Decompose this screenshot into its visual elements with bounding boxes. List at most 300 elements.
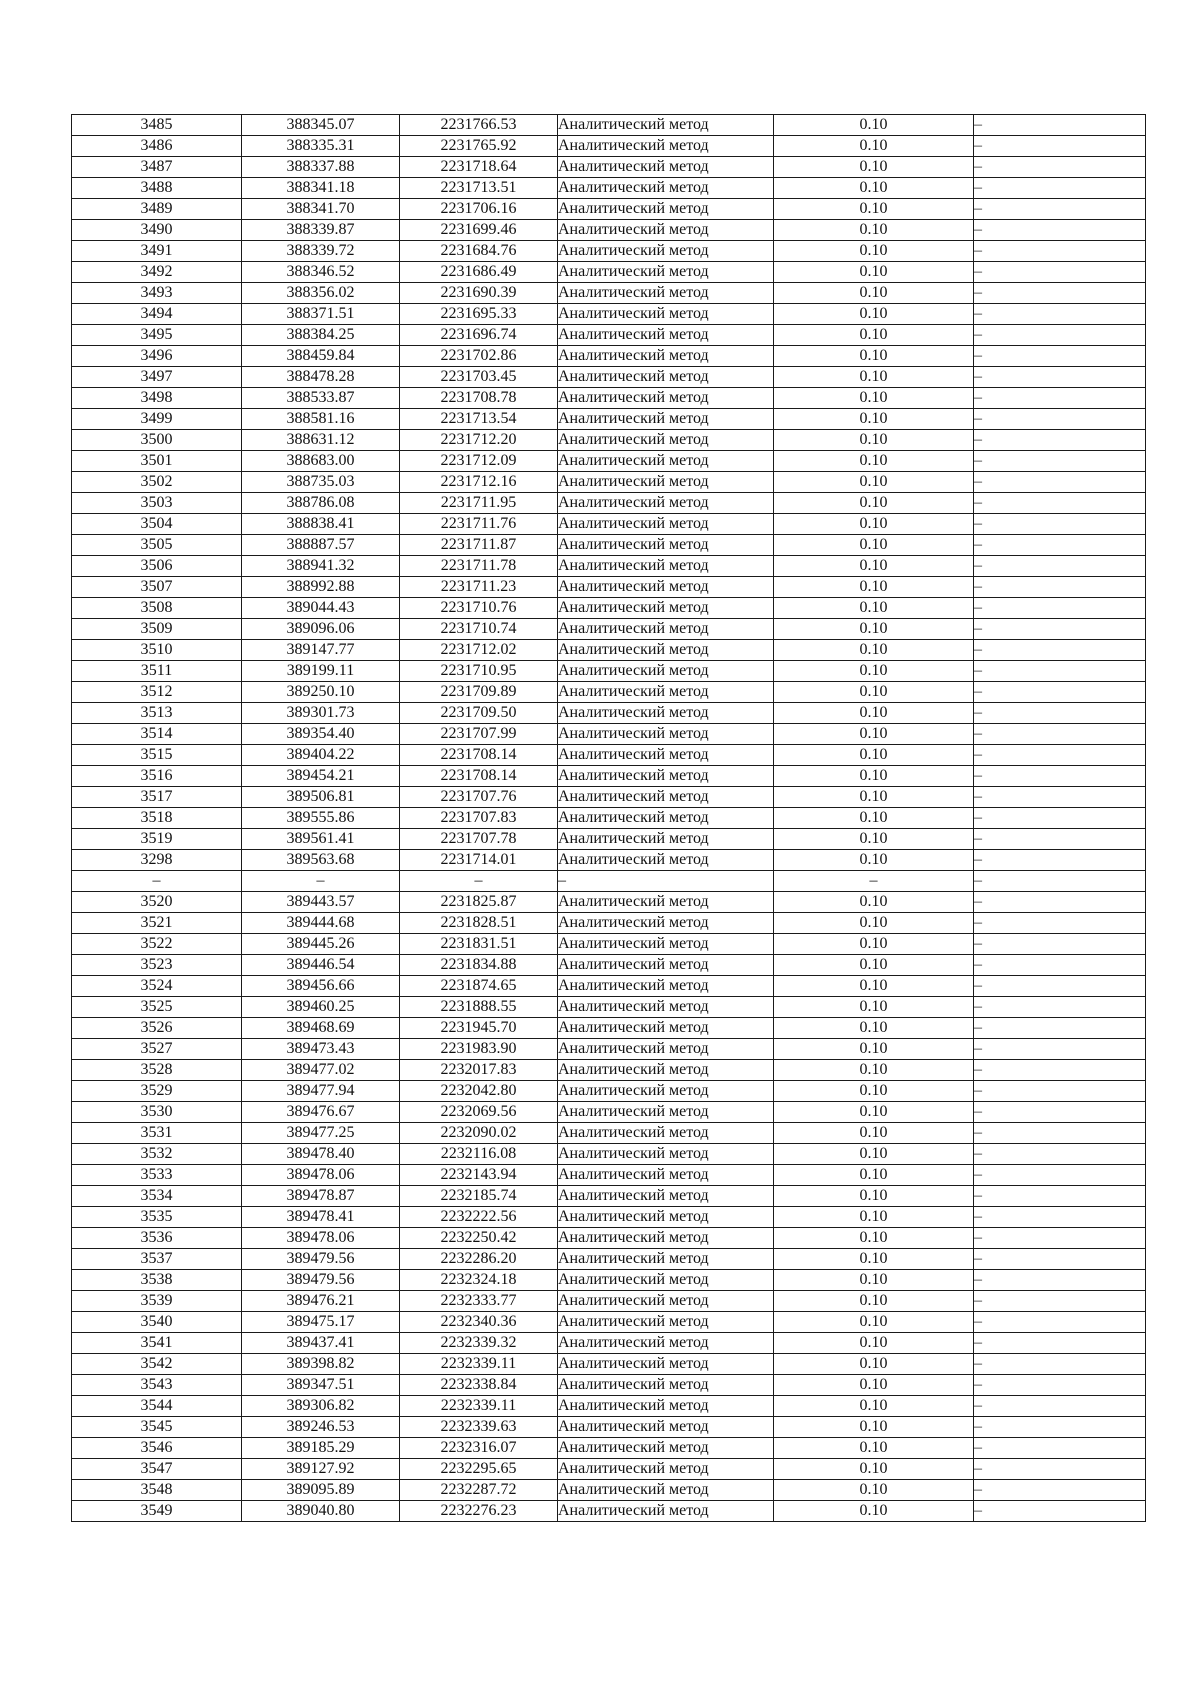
point-number-cell: 3543 [72, 1375, 242, 1396]
point-number-cell: 3541 [72, 1333, 242, 1354]
y-coordinate-cell: 2231825.87 [400, 892, 558, 913]
point-number-cell: 3503 [72, 493, 242, 514]
table-row [72, 262, 1146, 283]
method-cell: Аналитический метод [558, 1186, 774, 1207]
accuracy-cell: 0.10 [774, 1165, 974, 1186]
point-number-cell: 3507 [72, 577, 242, 598]
point-number-cell: 3528 [72, 1060, 242, 1081]
table-row [72, 1228, 1146, 1249]
table-row [72, 808, 1146, 829]
extra-cell: – [974, 703, 1146, 724]
table-row [72, 997, 1146, 1018]
table-row [72, 913, 1146, 934]
point-number-cell: 3496 [72, 346, 242, 367]
extra-cell: – [974, 283, 1146, 304]
table-row [72, 1354, 1146, 1375]
table-row [72, 745, 1146, 766]
y-coordinate-cell: 2231710.76 [400, 598, 558, 619]
accuracy-cell: 0.10 [774, 451, 974, 472]
method-cell: Аналитический метод [558, 241, 774, 262]
accuracy-cell: 0.10 [774, 640, 974, 661]
accuracy-cell: 0.10 [774, 955, 974, 976]
x-coordinate-cell: 388838.41 [242, 514, 400, 535]
extra-cell: – [974, 1480, 1146, 1501]
x-coordinate-cell: 389506.81 [242, 787, 400, 808]
y-coordinate-cell: 2231945.70 [400, 1018, 558, 1039]
method-cell: Аналитический метод [558, 1291, 774, 1312]
extra-cell: – [974, 1354, 1146, 1375]
table-row [72, 703, 1146, 724]
table-row [72, 199, 1146, 220]
method-cell: Аналитический метод [558, 1060, 774, 1081]
y-coordinate-cell: 2231834.88 [400, 955, 558, 976]
x-coordinate-cell: 388341.70 [242, 199, 400, 220]
x-coordinate-cell: 389476.67 [242, 1102, 400, 1123]
table-row [72, 1102, 1146, 1123]
table-row [72, 451, 1146, 472]
table-row [72, 325, 1146, 346]
method-cell: Аналитический метод [558, 1249, 774, 1270]
x-coordinate-cell: 388478.28 [242, 367, 400, 388]
x-coordinate-cell: 389473.43 [242, 1039, 400, 1060]
point-number-cell: 3513 [72, 703, 242, 724]
y-coordinate-cell: 2231713.54 [400, 409, 558, 430]
y-coordinate-cell: 2232042.80 [400, 1081, 558, 1102]
x-coordinate-cell: 389301.73 [242, 703, 400, 724]
accuracy-cell: 0.10 [774, 745, 974, 766]
method-cell: Аналитический метод [558, 913, 774, 934]
accuracy-cell: 0.10 [774, 262, 974, 283]
extra-cell: – [974, 136, 1146, 157]
extra-cell: – [974, 850, 1146, 871]
table-row [72, 640, 1146, 661]
table-row [72, 157, 1146, 178]
method-cell: Аналитический метод [558, 178, 774, 199]
x-coordinate-cell: 388786.08 [242, 493, 400, 514]
x-coordinate-cell: 389250.10 [242, 682, 400, 703]
coordinates-table [71, 114, 1146, 1522]
method-cell: Аналитический метод [558, 1501, 774, 1522]
extra-cell: – [974, 1081, 1146, 1102]
point-number-cell: 3529 [72, 1081, 242, 1102]
accuracy-cell: 0.10 [774, 1060, 974, 1081]
x-coordinate-cell: 388345.07 [242, 115, 400, 136]
table-row [72, 1186, 1146, 1207]
method-cell: Аналитический метод [558, 1270, 774, 1291]
method-cell: Аналитический метод [558, 1480, 774, 1501]
x-coordinate-cell: 388341.18 [242, 178, 400, 199]
table-row [72, 661, 1146, 682]
x-coordinate-cell: 389456.66 [242, 976, 400, 997]
point-number-cell: 3501 [72, 451, 242, 472]
table-row [72, 934, 1146, 955]
method-cell: Аналитический метод [558, 1396, 774, 1417]
method-cell: Аналитический метод [558, 451, 774, 472]
point-number-cell: 3525 [72, 997, 242, 1018]
accuracy-cell: 0.10 [774, 1207, 974, 1228]
x-coordinate-cell: 389563.68 [242, 850, 400, 871]
point-number-cell: 3512 [72, 682, 242, 703]
accuracy-cell: 0.10 [774, 724, 974, 745]
table-row [72, 1249, 1146, 1270]
x-coordinate-cell: 389040.80 [242, 1501, 400, 1522]
method-cell: Аналитический метод [558, 577, 774, 598]
point-number-cell: 3522 [72, 934, 242, 955]
accuracy-cell: 0.10 [774, 1186, 974, 1207]
table-row [72, 115, 1146, 136]
y-coordinate-cell: 2232339.63 [400, 1417, 558, 1438]
extra-cell: – [974, 1375, 1146, 1396]
point-number-cell: 3497 [72, 367, 242, 388]
accuracy-cell: 0.10 [774, 430, 974, 451]
x-coordinate-cell: 389444.68 [242, 913, 400, 934]
x-coordinate-cell: 389478.41 [242, 1207, 400, 1228]
y-coordinate-cell: 2231710.95 [400, 661, 558, 682]
y-coordinate-cell: – [400, 871, 558, 892]
y-coordinate-cell: 2231718.64 [400, 157, 558, 178]
x-coordinate-cell: 389475.17 [242, 1312, 400, 1333]
method-cell: Аналитический метод [558, 892, 774, 913]
point-number-cell: 3524 [72, 976, 242, 997]
table-row [72, 1375, 1146, 1396]
accuracy-cell: 0.10 [774, 1039, 974, 1060]
accuracy-cell: 0.10 [774, 157, 974, 178]
y-coordinate-cell: 2231983.90 [400, 1039, 558, 1060]
y-coordinate-cell: 2231765.92 [400, 136, 558, 157]
extra-cell: – [974, 199, 1146, 220]
x-coordinate-cell: 388631.12 [242, 430, 400, 451]
y-coordinate-cell: 2232339.11 [400, 1354, 558, 1375]
method-cell: Аналитический метод [558, 367, 774, 388]
accuracy-cell: 0.10 [774, 1144, 974, 1165]
table-row [72, 388, 1146, 409]
extra-cell: – [974, 724, 1146, 745]
point-number-cell: 3499 [72, 409, 242, 430]
x-coordinate-cell: 389555.86 [242, 808, 400, 829]
method-cell: Аналитический метод [558, 220, 774, 241]
extra-cell: – [974, 661, 1146, 682]
table-row [72, 493, 1146, 514]
method-cell: Аналитический метод [558, 787, 774, 808]
extra-cell: – [974, 1312, 1146, 1333]
extra-cell: – [974, 976, 1146, 997]
method-cell: Аналитический метод [558, 703, 774, 724]
x-coordinate-cell: 388459.84 [242, 346, 400, 367]
table-row [72, 514, 1146, 535]
y-coordinate-cell: 2231888.55 [400, 997, 558, 1018]
accuracy-cell: 0.10 [774, 787, 974, 808]
extra-cell: – [974, 262, 1146, 283]
accuracy-cell: 0.10 [774, 913, 974, 934]
table-row [72, 241, 1146, 262]
x-coordinate-cell: 389477.02 [242, 1060, 400, 1081]
point-number-cell: 3534 [72, 1186, 242, 1207]
y-coordinate-cell: 2231712.02 [400, 640, 558, 661]
method-cell: Аналитический метод [558, 808, 774, 829]
method-cell: Аналитический метод [558, 724, 774, 745]
x-coordinate-cell: 389185.29 [242, 1438, 400, 1459]
table-row [72, 1018, 1146, 1039]
method-cell: Аналитический метод [558, 556, 774, 577]
method-cell: Аналитический метод [558, 829, 774, 850]
extra-cell: – [974, 934, 1146, 955]
y-coordinate-cell: 2231712.09 [400, 451, 558, 472]
extra-cell: – [974, 409, 1146, 430]
y-coordinate-cell: 2232185.74 [400, 1186, 558, 1207]
method-cell: Аналитический метод [558, 493, 774, 514]
x-coordinate-cell: 389044.43 [242, 598, 400, 619]
method-cell: Аналитический метод [558, 1207, 774, 1228]
y-coordinate-cell: 2231707.83 [400, 808, 558, 829]
point-number-cell: 3546 [72, 1438, 242, 1459]
extra-cell: – [974, 304, 1146, 325]
extra-cell: – [974, 829, 1146, 850]
point-number-cell: 3527 [72, 1039, 242, 1060]
extra-cell: – [974, 535, 1146, 556]
y-coordinate-cell: 2231699.46 [400, 220, 558, 241]
accuracy-cell: 0.10 [774, 619, 974, 640]
y-coordinate-cell: 2231707.78 [400, 829, 558, 850]
method-cell: Аналитический метод [558, 430, 774, 451]
point-number-cell: 3515 [72, 745, 242, 766]
table-row [72, 346, 1146, 367]
method-cell: Аналитический метод [558, 640, 774, 661]
method-cell: Аналитический метод [558, 1123, 774, 1144]
table-row [72, 1501, 1146, 1522]
table-row [72, 766, 1146, 787]
extra-cell: – [974, 1144, 1146, 1165]
extra-cell: – [974, 430, 1146, 451]
table-row [72, 1081, 1146, 1102]
extra-cell: – [974, 388, 1146, 409]
accuracy-cell: 0.10 [774, 409, 974, 430]
table-row [72, 178, 1146, 199]
x-coordinate-cell: 389460.25 [242, 997, 400, 1018]
method-cell: Аналитический метод [558, 1417, 774, 1438]
method-cell: Аналитический метод [558, 598, 774, 619]
x-coordinate-cell: 389404.22 [242, 745, 400, 766]
extra-cell: – [974, 682, 1146, 703]
y-coordinate-cell: 2231874.65 [400, 976, 558, 997]
accuracy-cell: 0.10 [774, 1018, 974, 1039]
x-coordinate-cell: – [242, 871, 400, 892]
extra-cell: – [974, 598, 1146, 619]
y-coordinate-cell: 2232222.56 [400, 1207, 558, 1228]
extra-cell: – [974, 913, 1146, 934]
method-cell: Аналитический метод [558, 283, 774, 304]
extra-cell: – [974, 997, 1146, 1018]
x-coordinate-cell: 389246.53 [242, 1417, 400, 1438]
point-number-cell: 3533 [72, 1165, 242, 1186]
accuracy-cell: 0.10 [774, 346, 974, 367]
extra-cell: – [974, 115, 1146, 136]
point-number-cell: 3548 [72, 1480, 242, 1501]
point-number-cell: – [72, 871, 242, 892]
x-coordinate-cell: 388356.02 [242, 283, 400, 304]
method-cell: Аналитический метод [558, 199, 774, 220]
extra-cell: – [974, 1459, 1146, 1480]
x-coordinate-cell: 388992.88 [242, 577, 400, 598]
table-row [72, 1123, 1146, 1144]
x-coordinate-cell: 389347.51 [242, 1375, 400, 1396]
extra-cell: – [974, 493, 1146, 514]
accuracy-cell: 0.10 [774, 850, 974, 871]
y-coordinate-cell: 2231713.51 [400, 178, 558, 199]
point-number-cell: 3531 [72, 1123, 242, 1144]
accuracy-cell: 0.10 [774, 892, 974, 913]
table-row [72, 220, 1146, 241]
y-coordinate-cell: 2232339.32 [400, 1333, 558, 1354]
method-cell: Аналитический метод [558, 955, 774, 976]
y-coordinate-cell: 2232090.02 [400, 1123, 558, 1144]
point-number-cell: 3539 [72, 1291, 242, 1312]
point-number-cell: 3538 [72, 1270, 242, 1291]
y-coordinate-cell: 2232250.42 [400, 1228, 558, 1249]
extra-cell: – [974, 808, 1146, 829]
point-number-cell: 3520 [72, 892, 242, 913]
y-coordinate-cell: 2232143.94 [400, 1165, 558, 1186]
x-coordinate-cell: 389446.54 [242, 955, 400, 976]
method-cell: Аналитический метод [558, 409, 774, 430]
y-coordinate-cell: 2231690.39 [400, 283, 558, 304]
method-cell: Аналитический метод [558, 1144, 774, 1165]
x-coordinate-cell: 388346.52 [242, 262, 400, 283]
y-coordinate-cell: 2231711.95 [400, 493, 558, 514]
y-coordinate-cell: 2232286.20 [400, 1249, 558, 1270]
table-row [72, 892, 1146, 913]
table-row [72, 430, 1146, 451]
x-coordinate-cell: 389477.25 [242, 1123, 400, 1144]
extra-cell: – [974, 451, 1146, 472]
y-coordinate-cell: 2232069.56 [400, 1102, 558, 1123]
point-number-cell: 3549 [72, 1501, 242, 1522]
y-coordinate-cell: 2231686.49 [400, 262, 558, 283]
accuracy-cell: 0.10 [774, 199, 974, 220]
extra-cell: – [974, 325, 1146, 346]
x-coordinate-cell: 389199.11 [242, 661, 400, 682]
point-number-cell: 3530 [72, 1102, 242, 1123]
y-coordinate-cell: 2231696.74 [400, 325, 558, 346]
table-row [72, 871, 1146, 892]
accuracy-cell: 0.10 [774, 1333, 974, 1354]
table-row [72, 619, 1146, 640]
y-coordinate-cell: 2231708.78 [400, 388, 558, 409]
x-coordinate-cell: 389454.21 [242, 766, 400, 787]
method-cell: Аналитический метод [558, 1102, 774, 1123]
y-coordinate-cell: 2231712.20 [400, 430, 558, 451]
x-coordinate-cell: 388533.87 [242, 388, 400, 409]
accuracy-cell: 0.10 [774, 1438, 974, 1459]
method-cell: Аналитический метод [558, 997, 774, 1018]
y-coordinate-cell: 2231707.99 [400, 724, 558, 745]
method-cell: Аналитический метод [558, 1039, 774, 1060]
extra-cell: – [974, 577, 1146, 598]
x-coordinate-cell: 389306.82 [242, 1396, 400, 1417]
method-cell: Аналитический метод [558, 1312, 774, 1333]
table-row [72, 787, 1146, 808]
extra-cell: – [974, 1501, 1146, 1522]
point-number-cell: 3486 [72, 136, 242, 157]
method-cell: Аналитический метод [558, 682, 774, 703]
point-number-cell: 3510 [72, 640, 242, 661]
x-coordinate-cell: 389478.87 [242, 1186, 400, 1207]
extra-cell: – [974, 766, 1146, 787]
point-number-cell: 3518 [72, 808, 242, 829]
point-number-cell: 3491 [72, 241, 242, 262]
extra-cell: – [974, 955, 1146, 976]
extra-cell: – [974, 1270, 1146, 1291]
accuracy-cell: 0.10 [774, 1123, 974, 1144]
accuracy-cell: 0.10 [774, 661, 974, 682]
accuracy-cell: 0.10 [774, 1291, 974, 1312]
y-coordinate-cell: 2232316.07 [400, 1438, 558, 1459]
extra-cell: – [974, 640, 1146, 661]
y-coordinate-cell: 2232324.18 [400, 1270, 558, 1291]
method-cell: Аналитический метод [558, 850, 774, 871]
y-coordinate-cell: 2231711.78 [400, 556, 558, 577]
table-row [72, 1438, 1146, 1459]
y-coordinate-cell: 2231766.53 [400, 115, 558, 136]
method-cell: Аналитический метод [558, 304, 774, 325]
method-cell: Аналитический метод [558, 346, 774, 367]
table-row [72, 577, 1146, 598]
y-coordinate-cell: 2231709.50 [400, 703, 558, 724]
table-row [72, 598, 1146, 619]
point-number-cell: 3544 [72, 1396, 242, 1417]
extra-cell: – [974, 157, 1146, 178]
extra-cell: – [974, 787, 1146, 808]
y-coordinate-cell: 2231828.51 [400, 913, 558, 934]
accuracy-cell: 0.10 [774, 766, 974, 787]
extra-cell: – [974, 514, 1146, 535]
accuracy-cell: 0.10 [774, 472, 974, 493]
accuracy-cell: 0.10 [774, 1480, 974, 1501]
table-row [72, 304, 1146, 325]
method-cell: Аналитический метод [558, 388, 774, 409]
accuracy-cell: 0.10 [774, 1249, 974, 1270]
x-coordinate-cell: 389147.77 [242, 640, 400, 661]
point-number-cell: 3487 [72, 157, 242, 178]
extra-cell: – [974, 619, 1146, 640]
y-coordinate-cell: 2231703.45 [400, 367, 558, 388]
table-row [72, 409, 1146, 430]
table-row [72, 283, 1146, 304]
x-coordinate-cell: 389445.26 [242, 934, 400, 955]
y-coordinate-cell: 2231711.76 [400, 514, 558, 535]
y-coordinate-cell: 2231709.89 [400, 682, 558, 703]
extra-cell: – [974, 1018, 1146, 1039]
method-cell: Аналитический метод [558, 619, 774, 640]
point-number-cell: 3498 [72, 388, 242, 409]
table-row [72, 724, 1146, 745]
table-row [72, 1039, 1146, 1060]
table-row [72, 472, 1146, 493]
x-coordinate-cell: 389443.57 [242, 892, 400, 913]
extra-cell: – [974, 1102, 1146, 1123]
extra-cell: – [974, 1438, 1146, 1459]
point-number-cell: 3489 [72, 199, 242, 220]
y-coordinate-cell: 2232333.77 [400, 1291, 558, 1312]
accuracy-cell: 0.10 [774, 1102, 974, 1123]
table-row [72, 535, 1146, 556]
x-coordinate-cell: 389127.92 [242, 1459, 400, 1480]
x-coordinate-cell: 389479.56 [242, 1270, 400, 1291]
table-row [72, 1207, 1146, 1228]
accuracy-cell: 0.10 [774, 703, 974, 724]
point-number-cell: 3532 [72, 1144, 242, 1165]
extra-cell: – [974, 1123, 1146, 1144]
table-row [72, 1291, 1146, 1312]
